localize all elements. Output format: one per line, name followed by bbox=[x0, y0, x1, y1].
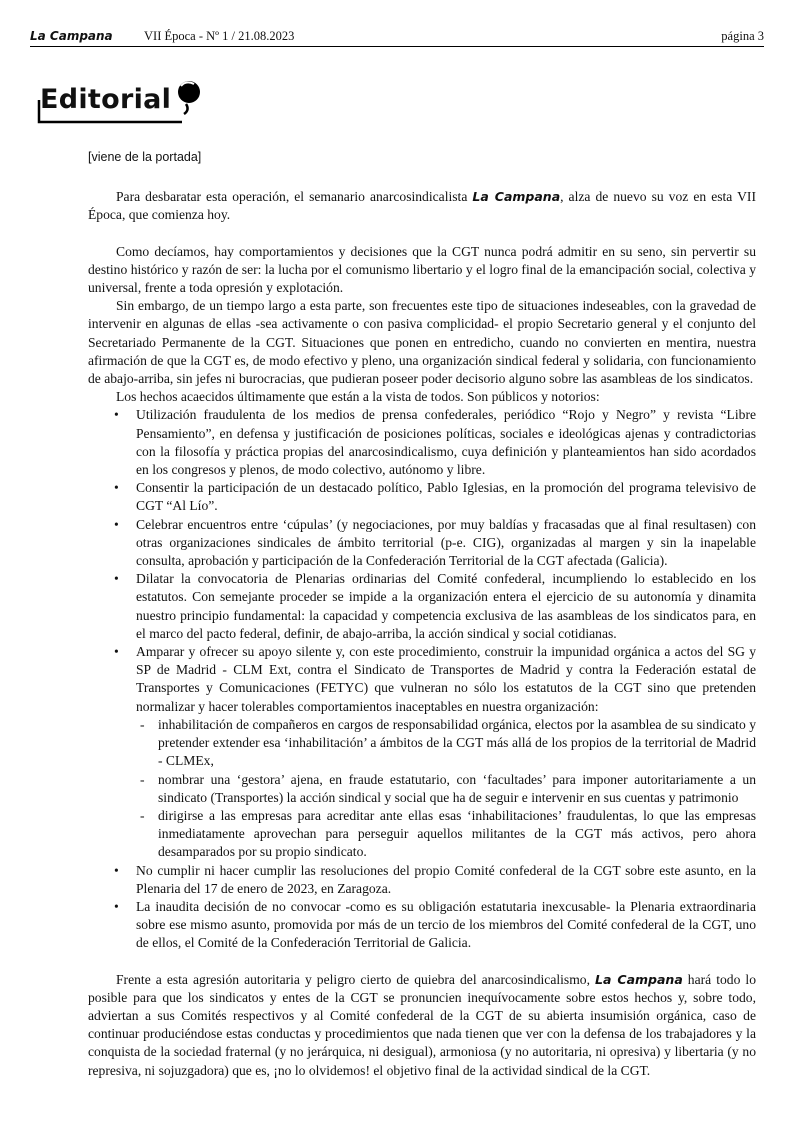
header-rule bbox=[30, 46, 764, 47]
header-page-number: página 3 bbox=[721, 29, 764, 43]
list-item: • Dilatar la convocatoria de Plenarias ordinarias del Comité confederal, incumpliendo lo establecido en los estatutos. Con semejante proceder se impide a la organización entera el ejercicio de su autonomía y dinamita nuestro principio fundamental: la capacidad y competencia exclusiva de las asambleas de los sindicatos para, en el marco del pacto federal, definir, de abajo-arriba, la acción sindical y social cotidianas. bbox=[114, 571, 756, 641]
list-item: • Amparar y ofrecer su apoyo silente y, con este procedimiento, construir la impunidad orgánica a actos del SG y SP de Madrid - CLM Ext, contra el Sindicato de Transportes de Madrid y contra la Federación estatal de Transportes y Comunicaciones (FETYC) que vulneran no sólo los estatutos de la CGT sino que pretenden normalizar y hacer tolerables comportamientos inaceptables en nuestra organización: - inhabilitación de compañeros en cargos de responsabilidad orgánica, electos por la asamblea de su sindicato y pretender extender esa ‘inhabilitación’ a ámbitos de la CGT más allá de los propios de la territorial de Madrid - CLMEx, - nombrar una ‘gestora’ ajena, en fraude estatutario, con ‘facultades’ para imponer autoritariamente a un sindicato (Transportes) la acción sindical y social que ha de seguir e intervenir en sus cuentas y patrimonio - dirigirse a las empresas para acreditar ante ellas esas ‘inhabilitaciones’ fraudulentas, lo que las empresas inmediatamente aprovechan para perseguir aquellos militantes de la CGT más activos, pero ahora desamparados por su propio sindicato. bbox=[88, 643, 756, 861]
list-item: • Utilización fraudulenta de los medios de prensa confederales, periódico “Rojo y Negro” y revista “Libre Pensamiento”, en defensa y justificación de posiciones políticas, sociales e ideológicas ajenas y contradictorias con la filosofía y práctica propias del anarcosindicalismo, cuya definición y planteamientos han sido acordados en los congresos y plenos, de modo colectivo, autónomo y libre. bbox=[114, 407, 756, 478]
intro-paragraph: Para desbaratar esta operación, el semanario anarcosindicalista La Campana, alza de nuevo su voz en esta VII Época, que comienza hoy. bbox=[88, 189, 756, 223]
header-issue: VII Época - Nº 1 / 21.08.2023 bbox=[144, 29, 295, 43]
sub-list-item: - nombrar una ‘gestora’ ajena, en fraude estatutario, con ‘facultades’ para imponer autoritariamente a un sindicato (Transportes) la acción sindical y social que ha de seguir e intervenir en sus cuentas y patrimonio bbox=[140, 771, 756, 805]
facts-list bbox=[88, 406, 756, 952]
list-item: • Consentir la participación de un destacado político, Pablo Iglesias, en la promoción del programa televisivo de CGT “Al Lío”. bbox=[114, 480, 756, 514]
sub-list bbox=[136, 716, 756, 862]
body-paragraph: Sin embargo, de un tiempo largo a esta parte, son frecuentes este tipo de situaciones indeseables, con la gravedad de intervenir en algunas de ellas -sea activamente o con pasiva complicidad- el propio Secretario general y el conjunto del Secretariado Permanente de la CGT. Situaciones que ponen en entredicho, cuando no convierten en mentira, nuestra afirmación de que la CGT es, de modo efectivo y pleno, una organización sindical federal y solidaria, con funcionamiento de abajo-arriba, sin jefes ni burocracias, que pudieran poseer poder decisorio alguno sobre las asambleas de los sindicatos. bbox=[88, 298, 756, 387]
list-item: • No cumplir ni hacer cumplir las resoluciones del propio Comité confederal de la CGT sobre este asunto, en la Plenaria del 17 de enero de 2023, en Zaragoza. bbox=[114, 862, 756, 896]
article-body bbox=[88, 148, 756, 1080]
section-title: Editorial bbox=[40, 84, 172, 115]
editorial-logo bbox=[36, 78, 206, 130]
body-paragraph: Como decíamos, hay comportamientos y decisiones que la CGT nunca podrá admitir en su seno, sin pervertir su destino histórico y razón de ser: la lucha por el comunismo libertario y el logro final de la emancipación social, colectiva y universal, frente a toda opresión y explotación. bbox=[88, 243, 756, 296]
brand-mention: La Campana bbox=[595, 971, 683, 987]
body-paragraph: Los hechos acaecidos últimamente que están a la vista de todos. Son públicos y notorios: bbox=[116, 389, 600, 405]
list-item: • Celebrar encuentros entre ‘cúpulas’ (y negociaciones, por muy baldías y fracasadas que al final resultasen) con otras organizaciones sindicales de ámbito territorial (p-e. CIG), organizadas al margen y sin la inapelable consulta, aprobación y participación de la Confederación Territorial de la CGT afectada (Galicia). bbox=[114, 516, 756, 569]
sub-list-item: - dirigirse a las empresas para acreditar ante ellas esas ‘inhabilitaciones’ fraudulentas, lo que las empresas inmediatamente aprovechan para perseguir aquellos militantes de la CGT más activos, pero ahora desamparados por su propio sindicato. bbox=[140, 807, 756, 860]
closing-paragraph: Frente a esta agresión autoritaria y peligro cierto de quiebra del anarcosindicalismo, La Campana hará todo lo posible para que los sindicatos y entes de la CGT se pronuncien inequívocamente sobre estos hechos y, sobre todo, adviertan a sus Comités respectivos y al Comité confederal de la CGT de su abierta insumisión orgánica, caso de continuar produciéndose estas conductas y procedimientos que nada tienen que ver con la defensa de los trabajadores y la conquista de la sociedad fraternal (y no jerárquica, ni desigual), armoniosa (y no autoritaria, ni opresiva) y libertaria (y no represiva, ni sojuzgadora) que es, ¡no lo olvidemos! el objetivo final de la actividad sindical de la CGT. bbox=[88, 971, 757, 1078]
header-brand: La Campana bbox=[30, 29, 113, 43]
brand-mention: La Campana bbox=[472, 189, 561, 205]
sub-list-item: - inhabilitación de compañeros en cargos de responsabilidad orgánica, electos por la asamblea de su sindicato y pretender extender esa ‘inhabilitación’ a ámbitos de la CGT más allá de los propios de la territorial de Madrid - CLMEx, bbox=[140, 716, 756, 769]
continued-note: [viene de la portada] bbox=[88, 150, 202, 164]
running-header bbox=[30, 28, 764, 44]
list-item: • La inaudita decisión de no convocar -como es su obligación estatutaria inexcusable- la Plenaria extraordinaria sobre ese mismo asunto, promovida por más de un tercio de los miembros del Comité confederal de la CGT, uno de ellos, el Comité de la Confederación Territorial de Galicia. bbox=[114, 898, 756, 951]
